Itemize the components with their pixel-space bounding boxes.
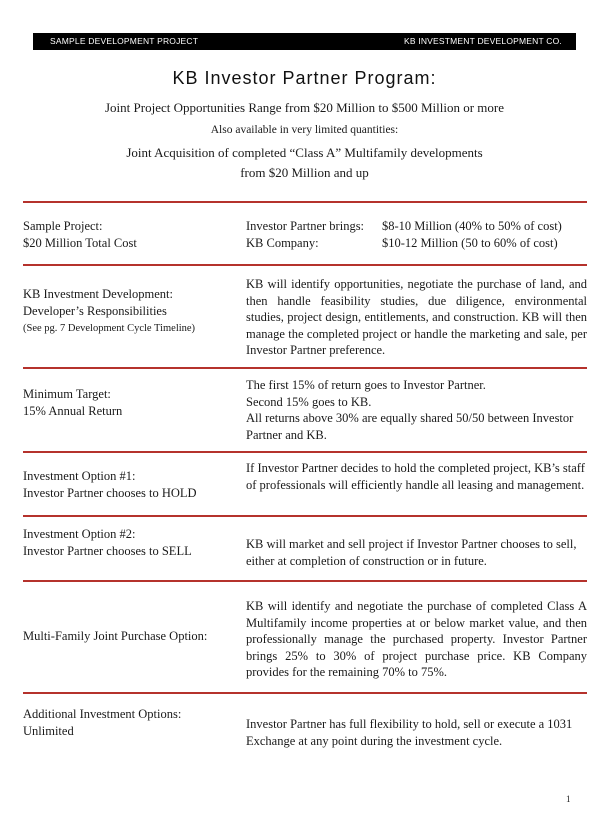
divider — [23, 264, 587, 266]
option1-label-line2: Investor Partner chooses to HOLD — [23, 486, 197, 500]
divider — [23, 201, 587, 203]
kb-company-amount: $10-12 Million (50 to 60% of cost) — [382, 236, 558, 250]
responsibilities-label-line2: Developer’s Responsibilities — [23, 304, 167, 318]
investor-partner-brings-amount: $8-10 Million (40% to 50% of cost) — [382, 219, 562, 233]
intro-line-3: Joint Acquisition of completed “Class A” Multifamily developments — [126, 145, 483, 160]
header-right-text: KB INVESTMENT DEVELOPMENT CO. — [403, 36, 562, 46]
option2-label-line2: Investor Partner chooses to SELL — [23, 544, 192, 558]
intro-line-1: Joint Project Opportunities Range from $20 Million to $500 Million or more — [105, 100, 504, 115]
responsibilities-label — [23, 286, 238, 337]
contribution-table — [246, 218, 587, 252]
option1-text: If Investor Partner decides to hold the completed project, KB’s staff of professionals will efficiently handle all leasing and management. — [246, 461, 585, 492]
header-left-text: SAMPLE DEVELOPMENT PROJECT — [50, 36, 199, 46]
intro-line-2: Also available in very limited quantities: — [210, 124, 399, 136]
additional-options-label-line2: Unlimited — [23, 724, 74, 738]
divider — [23, 692, 587, 694]
minimum-target-label-line1: Minimum Target: — [23, 387, 111, 401]
page-number: 1 — [566, 794, 571, 804]
divider — [23, 367, 587, 369]
minimum-target-label-line2: 15% Annual Return — [23, 404, 123, 418]
responsibilities-label-line1: KB Investment Development: — [23, 287, 173, 301]
additional-options-text: Investor Partner has full flexibility to hold, sell or execute a 1031 Exchange at any point during the investment cycle. — [246, 717, 573, 748]
divider — [23, 580, 587, 582]
option1-label — [23, 468, 238, 502]
option2-label — [23, 526, 238, 560]
kb-company-label: KB Company: — [246, 236, 319, 250]
additional-options-label — [23, 706, 238, 740]
multifamily-text: KB will identify and negotiate the purchase of completed Class A Multifamily income properties at or below market value, and then professionally manage the purchased property. Investor Partner brings 25% to 30% of project purchase price. KB Company provides for the remaining 70% to 75%. — [246, 599, 587, 679]
divider — [23, 451, 587, 453]
option1-label-line1: Investment Option #1: — [23, 469, 136, 483]
page-title: KB Investor Partner Program: — [172, 68, 437, 88]
responsibilities-label-line3: (See pg. 7 Development Cycle Timeline) — [23, 323, 196, 334]
minimum-target-text — [246, 377, 587, 443]
option2-label-line1: Investment Option #2: — [23, 527, 136, 541]
sample-project-label — [23, 218, 238, 252]
divider — [23, 515, 587, 517]
multifamily-label: Multi-Family Joint Purchase Option: — [23, 629, 208, 643]
target-line-1: The first 15% of return goes to Investor Partner. — [246, 378, 486, 392]
responsibilities-text: KB will identify opportunities, negotiate the purchase of land, and then handle feasibility studies, due diligence, environmental studies, project design, entitlements, and construction. KB will then manage the completed project or handle the marketing and sale, per Investor Partner preference. — [246, 277, 587, 357]
target-line-3: All returns above 30% are equally shared 50/50 between Investor Partner and KB. — [246, 411, 574, 442]
target-line-2: Second 15% goes to KB. — [246, 394, 372, 409]
sample-project-label-line2: $20 Million Total Cost — [23, 236, 137, 250]
header-bar — [33, 33, 576, 50]
intro-line-4: from $20 Million and up — [240, 165, 369, 180]
additional-options-label-line1: Additional Investment Options: — [23, 707, 182, 721]
sample-project-label-line1: Sample Project: — [23, 219, 103, 233]
minimum-target-label — [23, 386, 238, 420]
investor-partner-brings-label: Investor Partner brings: — [246, 219, 365, 233]
option2-text: KB will market and sell project if Investor Partner chooses to sell, either at completion of construction or in future. — [246, 537, 577, 568]
